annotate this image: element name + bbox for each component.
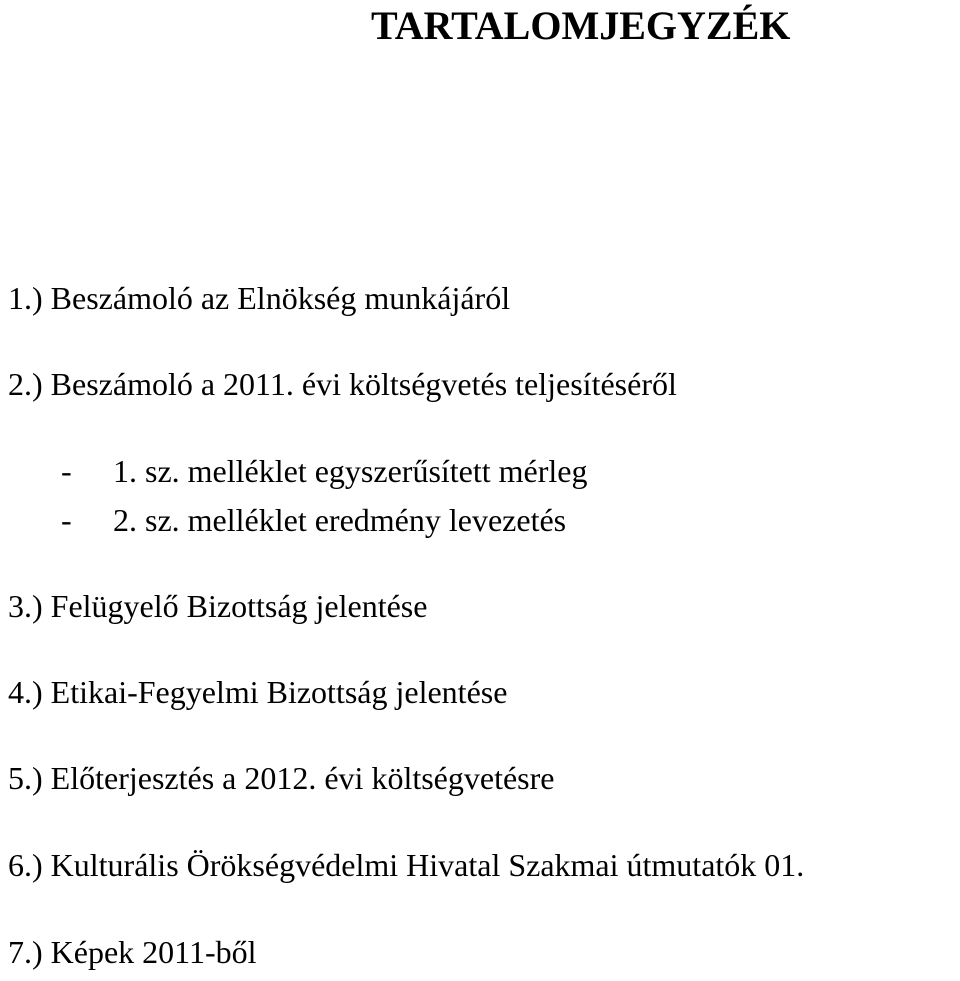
toc-subitem-2 bbox=[61, 500, 566, 540]
toc-item-3: 3.) Felügyelő Bizottság jelentése bbox=[8, 588, 428, 624]
toc-item-6: 6.) Kulturális Örökségvédelmi Hivatal Szakmai útmutatók 01. bbox=[8, 847, 805, 883]
toc-item-1: 1.) Beszámoló az Elnökség munkájáról bbox=[8, 280, 511, 316]
subitem-bullet: - bbox=[61, 502, 72, 538]
toc-item-5: 5.) Előterjesztés a 2012. évi költségvetésre bbox=[8, 760, 555, 796]
toc-item-4: 4.) Etikai-Fegyelmi Bizottság jelentése bbox=[8, 674, 508, 710]
subitem-bullet: - bbox=[61, 453, 72, 489]
subitem-text: 1. sz. melléklet egyszerűsített mérleg bbox=[113, 453, 588, 489]
page-title: TARTALOMJEGYZÉK bbox=[371, 3, 791, 48]
toc-item-7: 7.) Képek 2011-ből bbox=[8, 934, 257, 970]
subitem-text: 2. sz. melléklet eredmény levezetés bbox=[113, 502, 567, 538]
toc-subitem-1 bbox=[61, 451, 588, 491]
toc-item-2: 2.) Beszámoló a 2011. évi költségvetés teljesítéséről bbox=[8, 366, 677, 402]
